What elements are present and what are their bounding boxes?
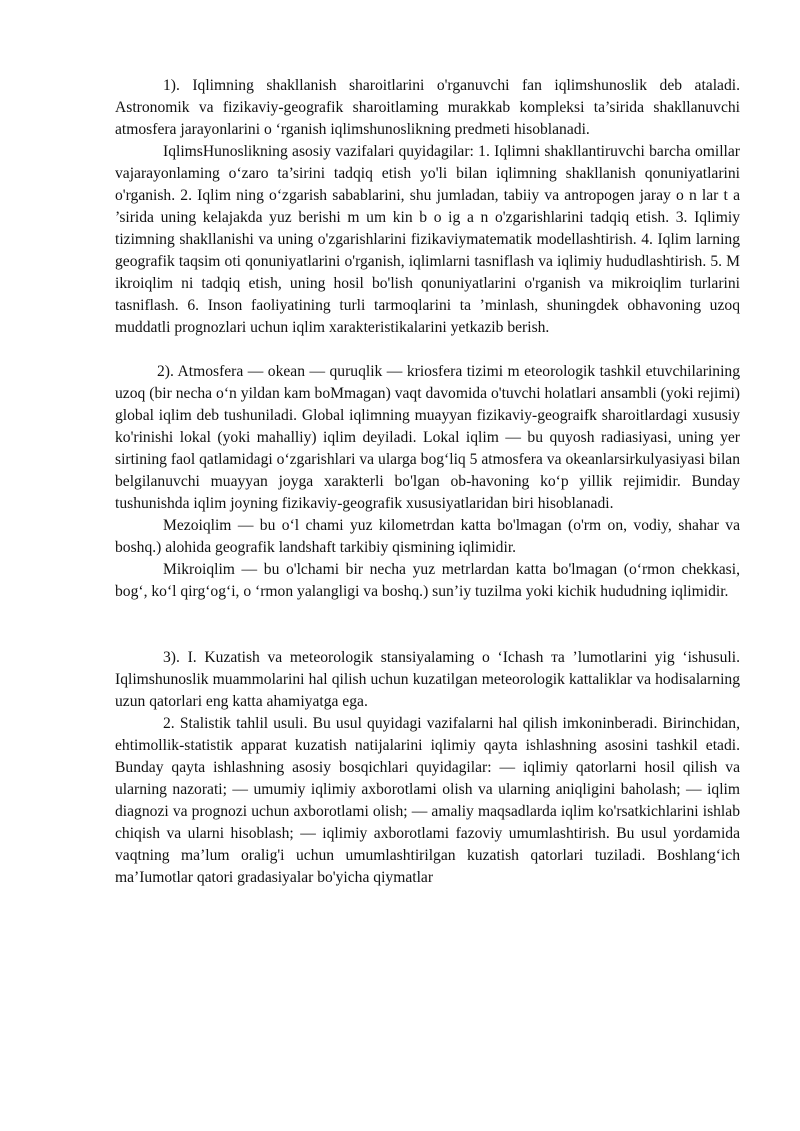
paragraph-microclimate: Mikroiqlim — bu o'lchami bir necha yuz metrlardan katta bo'lmagan (o‘rmon chekkasi, bog‘, ko‘l qirg‘og‘i, o ‘rmon yalangligi va boshq.) sun’iy tuzilma yoki kichik hududning iqlimidir. (115, 561, 740, 600)
paragraph-global-climate: 2). Atmosfera — okean — quruqlik — kriosfera tizimi m eteorologik tashkil etuvchilarining uzoq (bir necha o‘n yildan kam boMmagan) vaqt davomida o'tuvchi holatlari ansambli (yoki rejimi) global iqlim deb tushuniladi. Global iqlimning muayyan fizikaviy-geograifk sharoitlardagi xususiy ko'rinishi lokal (yoki mahalliy) iqlim deyiladi. Lokal iqlim — bu quyosh radiasiyasi, uning yer sirtining faol qatlamidagi o‘zgarishlari va ularga bog‘liq 5 atmosfera va okeanlarsirkulyasiyasi bilan belgilanuvchi muayyan joyga xarakterli bo'lgan ob-havoning ko‘p yillik rejimidir. Bunday tushunishda iqlim joyning fizikaviy-geografik xususiyatlaridan biri hisoblanadi. (115, 363, 740, 512)
paragraph-statistical-method: 2. Stalistik tahlil usuli. Bu usul quyidagi vazifalarni hal qilish imkoninberadi. Birinchidan, ehtimollik-statistik apparat kuzatish natijalarini iqlimiy qayta ishlashning asosini tashkil etadi. Bunday qayta ishlashning asosiy bosqichlari quyidagilar: — iqlimiy qatorlarni hosil qilish va ularning nazorati; — umumiy iqlimiy axborotlami olish va ularning aniqligini baholash; — iqlim diagnozi va prognozi uchun axborotlami olish; — amaliy maqsadlarda iqlim ko'rsatkichlarini ishlab chiqish va ularni hisoblash; — iqlimiy axborotlami fazoviy umumlashtirish. Bu usul yordamida vaqtning ma’lum oralig'i uchun umumlashtirilgan kuzatish qatorlari tuziladi. Boshlang‘ich ma’Iumotlar qatori gradasiyalar bo'yicha qiymatlar (115, 715, 740, 886)
paragraph-mesoclimate: Mezoiqlim — bu o‘l chami yuz kilometrdan katta bo'lmagan (o'rm on, vodiy, shahar va boshq.) alohida geografik landshaft tarkibiy qismining iqlimidir. (115, 517, 740, 556)
paragraph-observation-method: 3). I. Kuzatish va meteorologik stansiyalaming o ‘Ichash тa ’lumotlarini yig ‘ishusuli. Iqlimshunoslik muammolarini hal qilish uchun kuzatilgan meteorologik kattaliklar va hodisalarning uzun qatorlari eng katta ahamiyatga ega. (115, 649, 740, 710)
paragraph-climatology-tasks: IqlimsHunoslikning asosiy vazifalari quyidagilar: 1. Iqlimni shakllantiruvchi barcha omillar vajarayonlaming o‘zaro ta’sirini tadqiq etish yo'li bilan iqlimning shakllanish qonuniyatlarini o'rganish. 2. Iqlim ning o‘zgarish sabablarini, shu jumladan, tabiiy va antropogen jaray o n lar t a ’sirida uning kelajakda yuz berishi m um kin b o ig a n o'zgarishlarini tadqiq etish. 3. Iqlimiy tizimning shakllanishi va uning o'zgarishlarini fizikaviymatematik modellashtirish. 4. Iqlim larning geografik taqsim oti qonuniyatlarini o'rganish, iqlimlarni tasniflash va iqlimiy hududlashtirish. 5. M ikroiqlim ni tadqiq etish, uning hosil bo'lish qonuniyatlarini o'rganish va mikroiqlim turlarini tasniflash. 6. Inson faoliyatining turli tarmoqlarini ta ’minlash, shuningdek obhavoning uzoq muddatli prognozlari uchun iqlim xarakteristikalarini yetkazib berish. (115, 143, 740, 336)
paragraph-climatology-definition: 1). Iqlimning shakllanish sharoitlarini o'rganuvchi fan iqlimshunoslik deb ataladi. Astronomik va fizikaviy-geografik sharoitlaming murakkab kompleksi ta’sirida shakllanuvchi atmosfera jarayonlarini o ‘rganish iqlimshunoslikning predmeti hisoblanadi. (115, 77, 740, 138)
document-page (115, 75, 740, 889)
